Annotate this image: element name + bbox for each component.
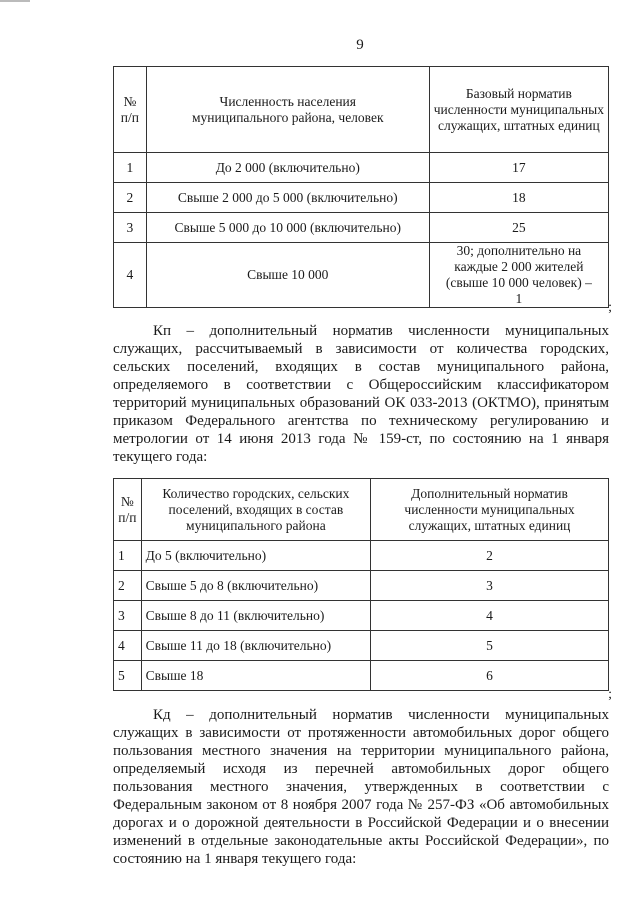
row-settlements: До 5 (включительно) [141,541,370,571]
row-number: 2 [114,183,147,213]
paragraph-kd-text: Кд – дополнительный норматив численности муниципальных служащих в зависимости от протяженности автомобильных дорог общего пользования местного значения на территории муниципального района, определяемый исходя из перечней автомобильных дорог общего пользования местного значения, утвержденных в соответствии с Федеральным законом от 8 ноября 2007 года № 257-ФЗ «Об автомобильных дорогах и о дорожной деятельности в Российской Федерации и о внесении изменений в отдельные законодательные акты Российской Федерации», по состоянию на 1 января текущего года: [113,707,609,867]
header-number: № п/п [114,479,142,541]
row-number: 3 [114,601,142,631]
base-norm-table [113,66,609,308]
row-population: Свыше 2 000 до 5 000 (включительно) [146,183,429,213]
paragraph-kp-text: Кп – дополнительный норматив численности муниципальных служащих, рассчитываемый в зависимости от количества городских, сельских поселений, входящих в состав муниципального района, определяемого в соответствии с Общероссийским классификатором территорий муниципальных образований ОК 033-2013 (ОКТМО), принятым приказом Федерального агентства по техническому регулированию и метрологии от 14 июня 2013 года № 159-ст, по состоянию на 1 января текущего года: [113,323,609,465]
paragraph-kp [113,322,609,466]
paragraph-kd [113,706,609,868]
additional-norm-table [113,478,609,691]
row-population: Свыше 5 000 до 10 000 (включительно) [146,213,429,243]
table-header-row [114,479,609,541]
table2-trailing-semicolon: ; [608,687,612,702]
row-settlements: Свыше 18 [141,661,370,691]
row-value: 30; дополнительно на каждые 2 000 жителей (свыше 10 000 человек) – 1 [429,243,608,308]
table-row [114,571,609,601]
row-value: 17 [429,153,608,183]
header-population: Численность населения муниципального района, человек [146,67,429,153]
scan-artifact [0,0,30,2]
table-header-row [114,67,609,153]
row-number: 5 [114,661,142,691]
row-value: 3 [371,571,609,601]
row-value: 18 [429,183,608,213]
row-value: 5 [371,631,609,661]
row-number: 4 [114,243,147,308]
row-value: 6 [371,661,609,691]
table-row [114,661,609,691]
header-number: № п/п [114,67,147,153]
row-settlements: Свыше 8 до 11 (включительно) [141,601,370,631]
row-number: 2 [114,571,142,601]
table-row [114,541,609,571]
row-value: 4 [371,601,609,631]
row-number: 4 [114,631,142,661]
row-number: 1 [114,153,147,183]
page-number: 9 [356,37,364,53]
row-value: 25 [429,213,608,243]
table1-trailing-semicolon: ; [608,300,612,315]
table-row [114,153,609,183]
row-settlements: Свыше 5 до 8 (включительно) [141,571,370,601]
table-row [114,183,609,213]
row-value: 2 [371,541,609,571]
row-number: 3 [114,213,147,243]
table-row [114,243,609,308]
table-row [114,213,609,243]
row-number: 1 [114,541,142,571]
row-settlements: Свыше 11 до 18 (включительно) [141,631,370,661]
header-base-norm: Базовый норматив численности муниципальных служащих, штатных единиц [429,67,608,153]
header-settlements: Количество городских, сельских поселений, входящих в состав муниципального района [141,479,370,541]
header-additional-norm: Дополнительный норматив численности муниципальных служащих, штатных единиц [371,479,609,541]
row-population: Свыше 10 000 [146,243,429,308]
row-population: До 2 000 (включительно) [146,153,429,183]
table-row [114,631,609,661]
table-row [114,601,609,631]
